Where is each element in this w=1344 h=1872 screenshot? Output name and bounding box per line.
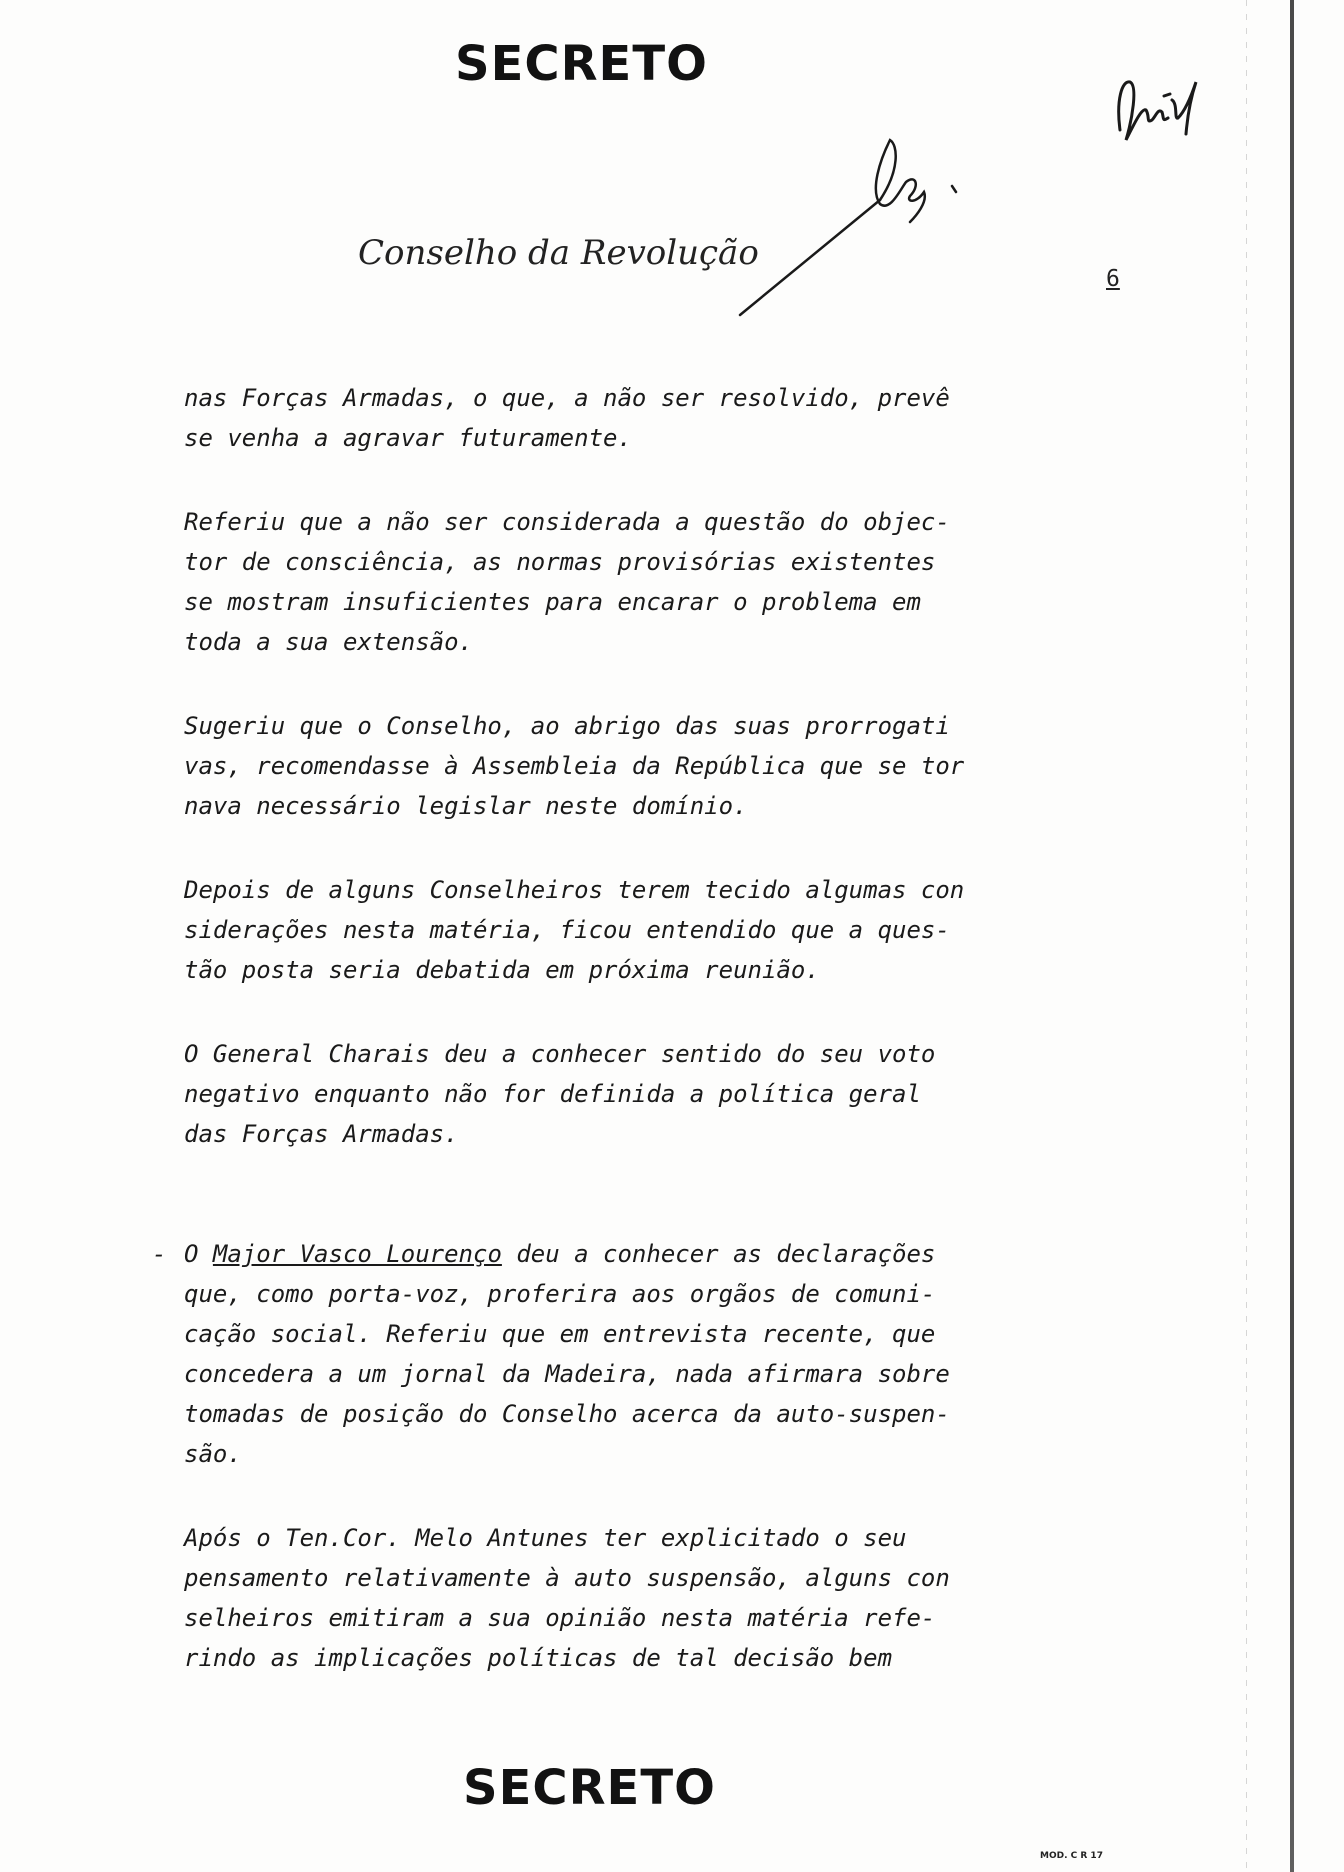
text-line: nava necessário legislar neste domínio. — [184, 792, 748, 820]
text-line: que, como porta-voz, proferira aos orgãos de comuni- — [184, 1280, 936, 1308]
handwritten-signature-icon — [1112, 60, 1210, 160]
paragraph-2 — [184, 502, 1084, 662]
text-line — [184, 1234, 1084, 1274]
text-line: Após o Ten.Cor. Melo Antunes ter explicitado o seu — [184, 1524, 907, 1552]
text-line: negativo enquanto não for definida a política geral — [184, 1080, 921, 1108]
classification-stamp-bottom: SECRETO — [463, 1760, 716, 1816]
paragraph-3 — [184, 706, 1084, 826]
list-dash: - — [152, 1240, 167, 1268]
text-line: O General Charais deu a conhecer sentido do seu voto — [184, 1040, 936, 1068]
text-line: cação social. Referiu que em entrevista recente, que — [184, 1320, 936, 1348]
text-line: siderações nesta matéria, ficou entendido que a ques- — [184, 916, 950, 944]
text-line: se venha a agravar futuramente. — [184, 424, 632, 452]
margin-binding-line — [1290, 0, 1294, 1872]
text-line: tor de consciência, as normas provisórias existentes — [184, 548, 936, 576]
underlined-name: Major Vasco Lourenço — [212, 1240, 502, 1268]
text-line: das Forças Armadas. — [184, 1120, 459, 1148]
text-line: Depois de alguns Conselheiros terem tecido algumas con — [184, 876, 965, 904]
text-rest: deu a conhecer as declarações — [501, 1240, 936, 1268]
margin-dotted-line — [1246, 0, 1247, 1872]
text-line: Sugeriu que o Conselho, ao abrigo das suas prorrogati — [184, 712, 950, 740]
document-body — [152, 378, 1084, 1722]
handwritten-initials-icon — [730, 130, 970, 330]
text-line: pensamento relativamente à auto suspensão, alguns con — [184, 1564, 950, 1592]
text-line: vas, recomendasse à Assembleia da República que se tor — [184, 752, 965, 780]
page-number: 6 — [1106, 266, 1120, 292]
text-line: rindo as implicações políticas de tal decisão bem — [184, 1644, 893, 1672]
text-line: nas Forças Armadas, o que, a não ser resolvido, prevê — [184, 384, 950, 412]
paragraph-6 — [152, 1234, 1084, 1474]
classification-stamp-top: SECRETO — [455, 36, 708, 92]
form-code: MOD. C R 17 — [1040, 1851, 1103, 1861]
letterhead-title: Conselho da Revolução — [358, 233, 759, 273]
text-line: toda a sua extensão. — [184, 628, 473, 656]
text-line: se mostram insuficientes para encarar o problema em — [184, 588, 921, 616]
text-line: tão posta seria debatida em próxima reunião. — [184, 956, 820, 984]
text-line: são. — [184, 1440, 242, 1468]
paragraph-4 — [184, 870, 1084, 990]
paragraph-7 — [184, 1518, 1084, 1678]
paragraph-1 — [184, 378, 1084, 458]
text-line: selheiros emitiram a sua opinião nesta matéria refe- — [184, 1604, 936, 1632]
text-lead: O — [184, 1240, 213, 1268]
paragraph-5 — [184, 1034, 1084, 1154]
text-line: tomadas de posição do Conselho acerca da auto-suspen- — [184, 1400, 950, 1428]
text-line: concedera a um jornal da Madeira, nada afirmara sobre — [184, 1360, 950, 1388]
text-line: Referiu que a não ser considerada a questão do objec- — [184, 508, 950, 536]
